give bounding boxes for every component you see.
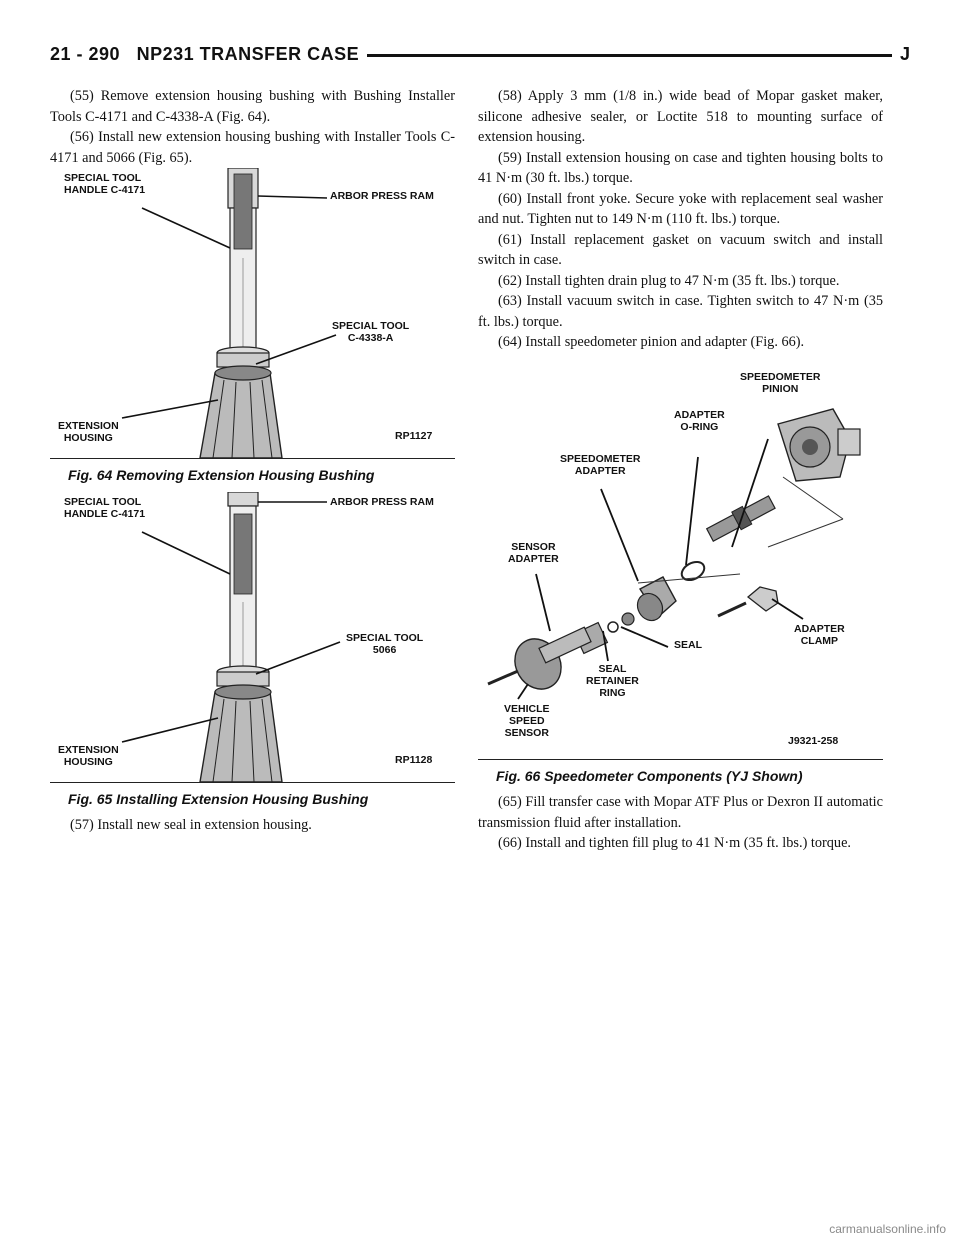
fig65-label-housing [58, 744, 119, 768]
step-55: (55) Remove extension housing bushing with Bushing Installer Tools C-4171 and C-4338-A (Fig. 64). [50, 88, 455, 125]
right-column [478, 86, 883, 854]
header-left [50, 44, 367, 65]
fig66-label-seal: SEAL [674, 638, 703, 651]
page-ref: 21 - 290 [50, 44, 121, 64]
fig64-caption: Fig. 64 Removing Extension Housing Bushing [68, 467, 375, 483]
figure-64 [50, 168, 455, 459]
fig66-caption: Fig. 66 Speedometer Components (YJ Shown) [496, 767, 803, 784]
fig66-label-pinion-text: SPEEDOMETER PINION [740, 370, 821, 395]
fig65-label-tool-handle [64, 496, 145, 520]
fig66-label-retainer [586, 663, 639, 699]
step-66: (66) Install and tighten fill plug to 41 N·m (35 ft. lbs.) torque. [498, 835, 851, 851]
fig66-label-oring-text: ADAPTER O-RING [674, 408, 725, 433]
fig66-label-pinion [740, 371, 821, 395]
fig64-label-tool [332, 320, 409, 344]
step-60: (60) Install front yoke. Secure yoke with replacement seal washer and nut. Tighten nut to 149 N·m (110 ft. lbs.) torque. [478, 190, 883, 227]
section-title: NP231 TRANSFER CASE [136, 44, 360, 64]
fig66-label-vss-text: VEHICLE SPEED SENSOR [504, 702, 550, 739]
fig65-label-tool-handle-text: SPECIAL TOOL HANDLE C-4171 [64, 495, 146, 520]
fig64-label-arbor: ARBOR PRESS RAM [330, 190, 434, 202]
step-65: (65) Fill transfer case with Mopar ATF Plus or Dexron II automatic transmission fluid after installation. [478, 794, 883, 831]
fig64-label-housing [58, 420, 119, 444]
step-62: (62) Install tighten drain plug to 47 N·m (35 ft. lbs.) torque. [498, 272, 840, 289]
fig65-caption: Fig. 65 Installing Extension Housing Bushing [68, 790, 369, 807]
fig65-label-housing-text: EXTENSION HOUSING [58, 743, 119, 768]
fig66-label-sensor-adapter-text: SENSOR ADAPTER [508, 540, 559, 565]
fig66-label-retainer-text: SEAL RETAINER RING [586, 662, 639, 699]
page-header [50, 44, 910, 74]
step-64: (64) Install speedometer pinion and adapter (Fig. 66). [498, 334, 805, 350]
fig66-label-adapter-text: SPEEDOMETER ADAPTER [560, 452, 641, 477]
fig64-label-tool-handle-text: SPECIAL TOOL HANDLE C-4171 [64, 172, 146, 196]
step-56: (56) Install new extension housing bushing with Installer Tools C-4171 and 5066 (Fig. 65). [50, 129, 455, 166]
section-letter: J [892, 44, 910, 65]
step-57: (57) Install new seal in extension housing. [70, 817, 312, 833]
figure-66 [478, 369, 883, 760]
fig66-label-clamp [794, 623, 845, 647]
fig64-code: RP1127 [395, 430, 433, 442]
fig66-code: J9321-258 [788, 734, 839, 747]
fig64-label-housing-text: EXTENSION HOUSING [58, 420, 119, 444]
fig65-code: RP1128 [395, 753, 433, 766]
fig65-label-tool [346, 632, 423, 656]
step-59: (59) Install extension housing on case and tighten housing bolts to 41 N·m (30 ft. lbs.) torque. [478, 149, 883, 186]
fig65-label-tool-text: SPECIAL TOOL 5066 [346, 631, 424, 656]
fig66-label-clamp-text: ADAPTER CLAMP [794, 622, 845, 647]
step-63: (63) Install vacuum switch in case. Tighten switch to 47 N·m (35 ft. lbs.) torque. [478, 293, 883, 330]
watermark: carmanualsonline.info [829, 1222, 946, 1236]
fig66-label-vss [504, 703, 550, 739]
step-61: (61) Install replacement gasket on vacuum switch and install switch in case. [478, 231, 883, 268]
fig66-label-adapter [560, 453, 641, 477]
fig64-label-tool-handle [64, 172, 145, 196]
fig64-illustration [50, 168, 455, 458]
fig66-label-oring [674, 409, 725, 433]
left-column [50, 86, 455, 836]
fig65-label-arbor: ARBOR PRESS RAM [330, 495, 434, 508]
fig64-label-tool-text: SPECIAL TOOL C-4338-A [332, 320, 410, 344]
fig66-label-sensor-adapter [508, 541, 559, 565]
step-58: (58) Apply 3 mm (1/8 in.) wide bead of Mopar gasket maker, silicone adhesive sealer, or Loctite 518 to mounting surface of extension housing. [478, 88, 883, 145]
figure-65 [50, 492, 455, 783]
